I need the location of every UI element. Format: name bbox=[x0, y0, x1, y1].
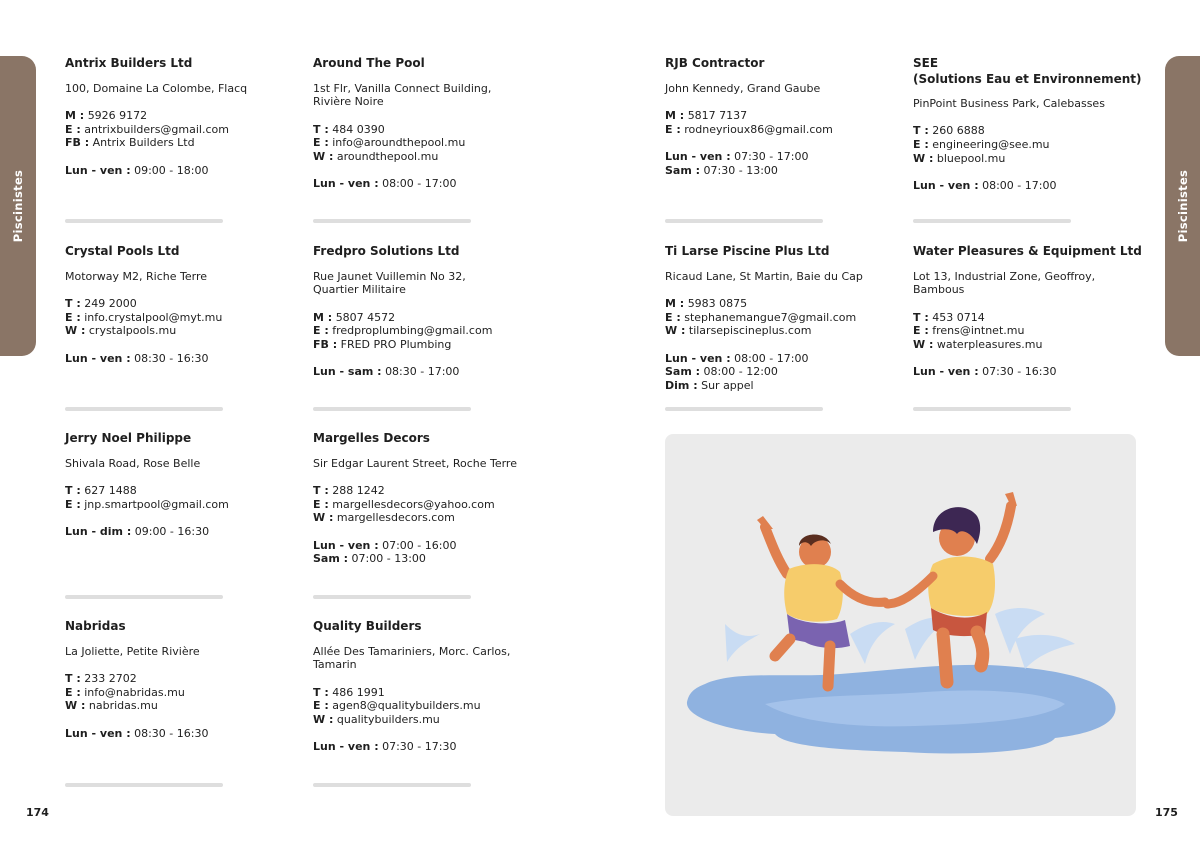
field-value: engineering@see.mu bbox=[932, 138, 1050, 152]
field-value: 627 1488 bbox=[84, 483, 137, 497]
children-splashing-icon bbox=[665, 434, 1136, 816]
entry-divider bbox=[913, 407, 1071, 411]
field-value: aroundthepool.mu bbox=[336, 150, 439, 164]
contact-line[interactable] bbox=[65, 672, 305, 686]
company-address bbox=[665, 82, 905, 96]
contact-line[interactable] bbox=[313, 511, 553, 525]
entry-divider bbox=[313, 783, 471, 787]
entry-divider bbox=[313, 219, 471, 223]
company-name: Fredpro Solutions Ltd bbox=[313, 244, 460, 258]
side-tab-right bbox=[1165, 56, 1200, 356]
hours-line bbox=[65, 164, 305, 178]
company-address bbox=[313, 457, 553, 471]
address-line: Allée Des Tamariniers, Morc. Carlos, bbox=[313, 644, 511, 658]
field-value: 07:00 - 13:00 bbox=[351, 552, 426, 566]
contact-line[interactable] bbox=[65, 324, 305, 338]
address-line: Sir Edgar Laurent Street, Roche Terre bbox=[313, 456, 517, 470]
page-number: 175 bbox=[1155, 806, 1178, 819]
field-value: 08:30 - 16:30 bbox=[134, 726, 209, 740]
contact-line[interactable] bbox=[65, 109, 305, 123]
field-label: E : bbox=[913, 138, 929, 152]
company-name: Nabridas bbox=[65, 619, 126, 633]
contact-line[interactable] bbox=[313, 136, 553, 150]
field-value: tilarsepiscineplus.com bbox=[688, 324, 812, 338]
field-value: frens@intnet.mu bbox=[932, 324, 1025, 338]
hours-line bbox=[313, 552, 553, 566]
field-label: E : bbox=[665, 310, 681, 324]
contact-line[interactable] bbox=[65, 484, 305, 498]
company-address bbox=[313, 645, 553, 673]
company-address bbox=[313, 270, 553, 298]
field-value: 453 0714 bbox=[932, 310, 985, 324]
address-line: Shivala Road, Rose Belle bbox=[65, 456, 201, 470]
entry-divider bbox=[913, 219, 1071, 223]
field-label: Lun - ven : bbox=[65, 351, 131, 365]
hours-line bbox=[65, 352, 305, 366]
field-value: jnp.smartpool@gmail.com bbox=[84, 497, 229, 511]
field-value: 484 0390 bbox=[332, 122, 385, 136]
company-address bbox=[665, 270, 905, 284]
hours-block bbox=[65, 727, 305, 741]
field-label: W : bbox=[913, 151, 934, 165]
address-line: Rue Jaunet Vuillemin No 32, bbox=[313, 269, 466, 283]
address-line: Lot 13, Industrial Zone, Geoffroy, bbox=[913, 269, 1096, 283]
field-label: Lun - ven : bbox=[313, 740, 379, 754]
contact-line[interactable] bbox=[665, 109, 905, 123]
side-tab-label: Piscinistes bbox=[11, 169, 26, 243]
field-label: E : bbox=[313, 136, 329, 150]
hours-line bbox=[913, 179, 1153, 193]
field-value: 07:00 - 16:00 bbox=[382, 538, 457, 552]
hours-line bbox=[665, 164, 905, 178]
entry-divider bbox=[65, 595, 223, 599]
directory-entry bbox=[913, 56, 1153, 206]
field-label: W : bbox=[65, 324, 86, 338]
contact-line[interactable] bbox=[913, 324, 1153, 338]
field-value: margellesdecors@yahoo.com bbox=[332, 497, 495, 511]
field-label: Lun - ven : bbox=[665, 149, 731, 163]
field-value: 07:30 - 17:00 bbox=[734, 149, 809, 163]
address-line: Tamarin bbox=[313, 658, 357, 672]
field-value: FRED PRO Plumbing bbox=[340, 338, 452, 352]
field-value: 5807 4572 bbox=[335, 310, 396, 324]
field-label: Lun - ven : bbox=[65, 726, 131, 740]
field-label: Lun - ven : bbox=[313, 538, 379, 552]
contact-line[interactable] bbox=[665, 297, 905, 311]
contact-line[interactable] bbox=[65, 123, 305, 137]
hours-line bbox=[913, 365, 1153, 379]
contact-line[interactable] bbox=[313, 484, 553, 498]
contact-line[interactable] bbox=[65, 311, 305, 325]
field-label: Dim : bbox=[665, 379, 698, 393]
company-name: Jerry Noel Philippe bbox=[65, 431, 192, 445]
field-value: 08:30 - 16:30 bbox=[134, 351, 209, 365]
field-value: rodneyrioux86@gmail.com bbox=[684, 122, 833, 136]
field-label: T : bbox=[913, 310, 929, 324]
contact-line[interactable] bbox=[665, 123, 905, 137]
hours-block bbox=[65, 164, 305, 178]
field-value: 07:30 - 17:30 bbox=[382, 740, 457, 754]
address-line: Bambous bbox=[913, 283, 965, 297]
company-name: Crystal Pools Ltd bbox=[65, 244, 180, 258]
entry-divider bbox=[65, 407, 223, 411]
hours-block bbox=[313, 740, 553, 754]
directory-entry bbox=[313, 244, 553, 393]
field-value: 08:00 - 17:00 bbox=[734, 351, 809, 365]
company-address bbox=[65, 645, 305, 659]
field-label: FB : bbox=[65, 136, 90, 150]
contact-line[interactable] bbox=[313, 699, 553, 713]
field-value: Antrix Builders Ltd bbox=[92, 136, 195, 150]
field-label: Sam : bbox=[665, 163, 701, 177]
contact-block bbox=[913, 124, 1153, 165]
field-value: agen8@qualitybuilders.mu bbox=[332, 699, 481, 713]
side-tab-left bbox=[0, 56, 36, 356]
field-label: E : bbox=[65, 310, 81, 324]
illustration-panel bbox=[665, 434, 1136, 816]
contact-line[interactable] bbox=[665, 324, 905, 338]
field-label: E : bbox=[913, 324, 929, 338]
directory-entry bbox=[313, 431, 553, 580]
field-label: E : bbox=[313, 699, 329, 713]
address-line: 1st Flr, Vanilla Connect Building, bbox=[313, 81, 492, 95]
field-label: Lun - ven : bbox=[913, 179, 979, 193]
field-label: E : bbox=[65, 497, 81, 511]
contact-line[interactable] bbox=[913, 152, 1153, 166]
company-name: Water Pleasures & Equipment Ltd bbox=[913, 244, 1142, 258]
field-value: 09:00 - 16:30 bbox=[134, 524, 210, 538]
contact-line[interactable] bbox=[313, 686, 553, 700]
contact-line[interactable] bbox=[665, 311, 905, 325]
company-name: Antrix Builders Ltd bbox=[65, 56, 193, 70]
company-name: Around The Pool bbox=[313, 56, 425, 70]
address-line: 100, Domaine La Colombe, Flacq bbox=[65, 81, 248, 95]
contact-line[interactable] bbox=[65, 297, 305, 311]
directory-entry bbox=[65, 431, 305, 552]
contact-block bbox=[913, 311, 1153, 352]
field-value: 07:30 - 16:30 bbox=[982, 365, 1057, 379]
field-value: 08:30 - 17:00 bbox=[385, 365, 460, 379]
page-number: 174 bbox=[26, 806, 49, 819]
contact-line[interactable] bbox=[65, 136, 305, 150]
contact-block bbox=[65, 109, 305, 150]
contact-line[interactable] bbox=[313, 713, 553, 727]
hours-block bbox=[913, 365, 1153, 379]
directory-entry bbox=[913, 244, 1153, 393]
field-label: M : bbox=[665, 296, 685, 310]
company-address bbox=[913, 97, 1153, 111]
field-label: W : bbox=[313, 713, 334, 727]
field-value: 260 6888 bbox=[932, 124, 985, 138]
company-name: SEE (Solutions Eau et Environnement) bbox=[913, 56, 1142, 86]
field-value: fredproplumbing@gmail.com bbox=[332, 324, 493, 338]
field-value: 09:00 - 18:00 bbox=[134, 163, 209, 177]
company-address bbox=[65, 270, 305, 284]
contact-line[interactable] bbox=[313, 324, 553, 338]
company-address bbox=[913, 270, 1153, 298]
contact-block bbox=[313, 484, 553, 525]
contact-line[interactable] bbox=[65, 686, 305, 700]
contact-block bbox=[313, 311, 553, 352]
field-value: crystalpools.mu bbox=[88, 324, 177, 338]
contact-line[interactable] bbox=[913, 338, 1153, 352]
contact-line[interactable] bbox=[65, 699, 305, 713]
address-line: Ricaud Lane, St Martin, Baie du Cap bbox=[665, 269, 863, 283]
directory-entry bbox=[665, 244, 905, 407]
contact-block bbox=[665, 109, 905, 137]
company-address bbox=[65, 457, 305, 471]
directory-entry bbox=[65, 244, 305, 379]
contact-block bbox=[313, 123, 553, 164]
field-label: W : bbox=[665, 324, 686, 338]
address-line: Quartier Militaire bbox=[313, 283, 406, 297]
field-value: 486 1991 bbox=[332, 685, 385, 699]
contact-block bbox=[65, 672, 305, 713]
address-line: La Joliette, Petite Rivière bbox=[65, 644, 200, 658]
contact-line[interactable] bbox=[913, 311, 1153, 325]
field-value: 288 1242 bbox=[332, 483, 385, 497]
field-value: 5817 7137 bbox=[687, 108, 748, 122]
field-value: stephanemangue7@gmail.com bbox=[684, 310, 857, 324]
address-line: Motorway M2, Riche Terre bbox=[65, 269, 207, 283]
field-value: margellesdecors.com bbox=[336, 511, 455, 525]
field-value: 5983 0875 bbox=[687, 296, 748, 310]
contact-block bbox=[65, 484, 305, 512]
company-address bbox=[313, 82, 553, 110]
field-value: antrixbuilders@gmail.com bbox=[84, 122, 229, 136]
hours-block bbox=[65, 525, 305, 539]
directory-entry bbox=[313, 619, 553, 768]
field-value: waterpleasures.mu bbox=[936, 338, 1043, 352]
hours-line bbox=[65, 727, 305, 741]
contact-block bbox=[65, 297, 305, 338]
field-label: E : bbox=[665, 122, 681, 136]
address-line: Rivière Noire bbox=[313, 95, 384, 109]
hours-line bbox=[665, 365, 905, 379]
field-label: Lun - ven : bbox=[313, 177, 379, 191]
entry-divider bbox=[665, 219, 823, 223]
directory-entry bbox=[313, 56, 553, 205]
contact-line[interactable] bbox=[913, 138, 1153, 152]
hours-block bbox=[313, 365, 553, 379]
hours-block bbox=[65, 352, 305, 366]
field-value: qualitybuilders.mu bbox=[336, 713, 440, 727]
directory-entry bbox=[665, 56, 905, 191]
address-line: PinPoint Business Park, Calebasses bbox=[913, 97, 1105, 110]
directory-entry bbox=[65, 619, 305, 754]
entry-divider bbox=[65, 783, 223, 787]
hours-line bbox=[665, 150, 905, 164]
field-value: info@aroundthepool.mu bbox=[332, 136, 466, 150]
field-label: W : bbox=[313, 511, 334, 525]
hours-line bbox=[665, 352, 905, 366]
field-label: Lun - dim : bbox=[65, 524, 132, 538]
hours-block bbox=[665, 352, 905, 393]
contact-line[interactable] bbox=[313, 498, 553, 512]
field-label: W : bbox=[913, 338, 934, 352]
field-label: M : bbox=[313, 310, 333, 324]
contact-line[interactable] bbox=[65, 498, 305, 512]
field-label: Lun - sam : bbox=[313, 365, 382, 379]
company-name: Quality Builders bbox=[313, 619, 422, 633]
company-name: Margelles Decors bbox=[313, 431, 430, 445]
contact-line[interactable] bbox=[313, 150, 553, 164]
field-value: 07:30 - 13:00 bbox=[703, 163, 778, 177]
field-value: nabridas.mu bbox=[88, 699, 158, 713]
company-address bbox=[65, 82, 305, 96]
field-value: 5926 9172 bbox=[87, 108, 148, 122]
field-label: M : bbox=[65, 108, 85, 122]
hours-line bbox=[665, 379, 905, 393]
hours-line bbox=[313, 177, 553, 191]
field-label: T : bbox=[313, 685, 329, 699]
field-label: Lun - ven : bbox=[913, 365, 979, 379]
field-label: T : bbox=[65, 671, 81, 685]
field-label: M : bbox=[665, 108, 685, 122]
field-label: W : bbox=[65, 699, 86, 713]
directory-entry bbox=[65, 56, 305, 191]
entry-divider bbox=[665, 407, 823, 411]
field-value: 08:00 - 12:00 bbox=[703, 365, 778, 379]
entry-divider bbox=[313, 407, 471, 411]
contact-block bbox=[313, 686, 553, 727]
field-value: 233 2702 bbox=[84, 671, 137, 685]
field-label: T : bbox=[65, 483, 81, 497]
field-value: 08:00 - 17:00 bbox=[982, 179, 1057, 193]
field-label: T : bbox=[313, 483, 329, 497]
field-label: Sam : bbox=[313, 552, 349, 566]
contact-line[interactable] bbox=[313, 338, 553, 352]
field-value: info.crystalpool@myt.mu bbox=[84, 310, 223, 324]
company-name: RJB Contractor bbox=[665, 56, 765, 70]
field-label: T : bbox=[313, 122, 329, 136]
field-label: E : bbox=[65, 122, 81, 136]
field-label: Sam : bbox=[665, 365, 701, 379]
contact-line[interactable] bbox=[313, 311, 553, 325]
field-label: T : bbox=[913, 124, 929, 138]
field-label: FB : bbox=[313, 338, 338, 352]
field-label: E : bbox=[65, 685, 81, 699]
field-label: T : bbox=[65, 296, 81, 310]
field-label: W : bbox=[313, 150, 334, 164]
entry-divider bbox=[65, 219, 223, 223]
hours-line bbox=[313, 740, 553, 754]
field-value: Sur appel bbox=[701, 379, 754, 393]
contact-block bbox=[665, 297, 905, 338]
contact-line[interactable] bbox=[313, 123, 553, 137]
hours-block bbox=[313, 177, 553, 191]
hours-line bbox=[313, 539, 553, 553]
field-value: 249 2000 bbox=[84, 296, 137, 310]
field-value: 08:00 - 17:00 bbox=[382, 177, 457, 191]
field-label: Lun - ven : bbox=[65, 163, 131, 177]
hours-line bbox=[65, 525, 305, 539]
hours-block bbox=[665, 150, 905, 178]
field-label: E : bbox=[313, 497, 329, 511]
hours-line bbox=[313, 365, 553, 379]
field-label: Lun - ven : bbox=[665, 351, 731, 365]
field-value: bluepool.mu bbox=[936, 151, 1006, 165]
company-name: Ti Larse Piscine Plus Ltd bbox=[665, 244, 830, 258]
hours-block bbox=[913, 179, 1153, 193]
entry-divider bbox=[313, 595, 471, 599]
hours-block bbox=[313, 539, 553, 567]
contact-line[interactable] bbox=[913, 124, 1153, 138]
address-line: John Kennedy, Grand Gaube bbox=[665, 81, 821, 95]
field-value: info@nabridas.mu bbox=[84, 685, 185, 699]
field-label: E : bbox=[313, 324, 329, 338]
side-tab-label: Piscinistes bbox=[1176, 169, 1191, 243]
